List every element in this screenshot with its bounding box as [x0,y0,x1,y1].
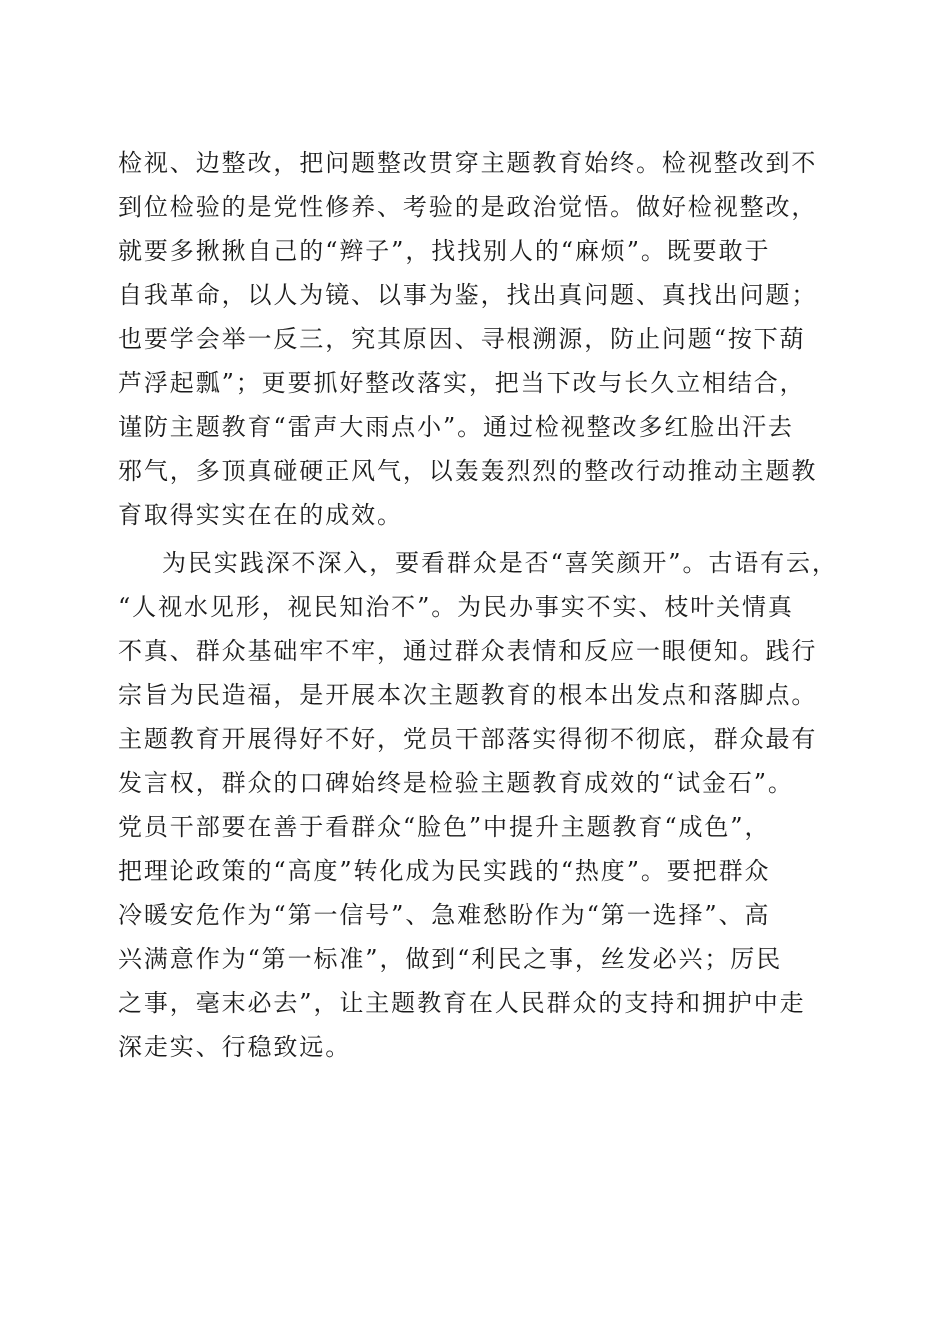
text-line: 检视、边整改，把问题整改贯穿主题教育始终。检视整改到不 [118,149,818,177]
text-line: 发言权，群众的口碑始终是检验主题教育成效的“试金石”。 [118,769,794,797]
text-line: 自我革命，以人为镜、以事为鉴，找出真问题、真找出问题； [118,281,818,309]
text-line: “人视水见形，视民知治不”。为民办事实不实、枝叶关情真 [118,593,794,621]
text-line: 宗旨为民造福，是开展本次主题教育的根本出发点和落脚点。 [118,681,818,709]
text-line: 不真、群众基础牢不牢，通过群众表情和反应一眼便知。践行 [118,637,818,665]
text-line: 兴满意作为“第一标准”，做到“利民之事，丝发必兴；厉民 [118,945,783,973]
text-line: 主题教育开展得好不好，党员干部落实得彻不彻底，群众最有 [118,725,818,753]
text-line: 党员干部要在善于看群众“脸色”中提升主题教育“成色”， [118,813,771,841]
text-line: 深走实、行稳致远。 [118,1033,352,1061]
text-line: 之事，毫末必去”，让主题教育在人民群众的支持和拥护中走 [118,989,806,1017]
text-line: 芦浮起瓢”；更要抓好整改落实，把当下改与长久立相结合， [118,369,806,397]
text-line: 就要多揪揪自己的“辫子”，找找别人的“麻烦”。既要敢于 [118,237,771,265]
text-line: 谨防主题教育“雷声大雨点小”。通过检视整改多红脸出汗去 [118,413,794,441]
text-line: 到位检验的是党性修养、考验的是政治觉悟。做好检视整改， [118,193,818,221]
text-line: 育取得实实在在的成效。 [118,501,403,529]
text-line: 邪气，多顶真碰硬正风气，以轰轰烈烈的整改行动推动主题教 [118,457,818,485]
text-line: 也要学会举一反三，究其原因、寻根溯源，防止问题“按下葫 [118,325,806,353]
paragraph-first-line: 为民实践深不深入，要看群众是否“喜笑颜开”。古语有云， [162,549,838,577]
text-line: 冷暖安危作为“第一信号”、急难愁盼作为“第一选择”、高 [118,901,771,929]
text-line: 把理论政策的“高度”转化成为民实践的“热度”。要把群众 [118,857,771,885]
